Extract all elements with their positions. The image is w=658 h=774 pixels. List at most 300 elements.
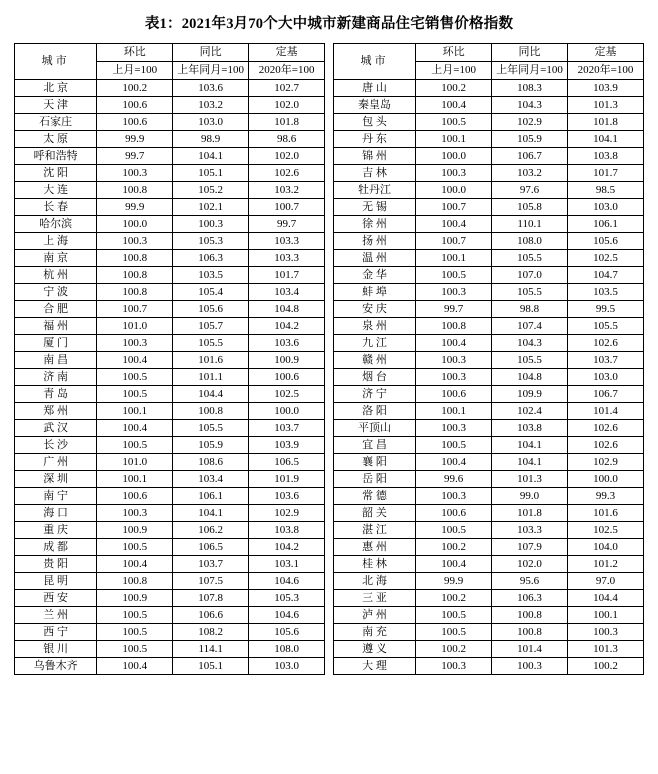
- yoy-value: 107.0: [492, 267, 568, 284]
- yoy-value: 106.6: [173, 607, 249, 624]
- city-name: 合 肥: [15, 301, 97, 318]
- mom-value: 100.6: [416, 505, 492, 522]
- table-row: [15, 471, 325, 488]
- city-name: 丹 东: [333, 131, 415, 148]
- city-name: 徐 州: [333, 216, 415, 233]
- mom-value: 100.7: [416, 233, 492, 250]
- yoy-value: 105.6: [173, 301, 249, 318]
- yoy-value: 104.4: [173, 386, 249, 403]
- base-value: 103.9: [568, 80, 644, 97]
- table-row: [15, 352, 325, 369]
- base-value: 100.2: [568, 658, 644, 675]
- table-row: [333, 233, 643, 250]
- table-row: [15, 182, 325, 199]
- table-row: [333, 131, 643, 148]
- yoy-value: 105.1: [173, 165, 249, 182]
- base-value: 103.8: [568, 148, 644, 165]
- table-row: [15, 267, 325, 284]
- table-row: [333, 573, 643, 590]
- table-row: [15, 658, 325, 675]
- yoy-value: 103.8: [492, 420, 568, 437]
- city-name: 南 充: [333, 624, 415, 641]
- city-name: 唐 山: [333, 80, 415, 97]
- table-row: [333, 539, 643, 556]
- header-group-mom-left: 环比: [97, 44, 173, 62]
- mom-value: 100.1: [97, 403, 173, 420]
- city-name: 哈尔滨: [15, 216, 97, 233]
- city-name: 成 都: [15, 539, 97, 556]
- base-value: 103.2: [249, 182, 325, 199]
- yoy-value: 110.1: [492, 216, 568, 233]
- table-row: [15, 284, 325, 301]
- table-row: [333, 335, 643, 352]
- base-value: 105.6: [249, 624, 325, 641]
- base-value: 103.6: [249, 488, 325, 505]
- yoy-value: 105.5: [492, 352, 568, 369]
- base-value: 101.7: [568, 165, 644, 182]
- mom-value: 100.1: [416, 403, 492, 420]
- mom-value: 100.3: [416, 369, 492, 386]
- mom-value: 100.4: [416, 556, 492, 573]
- city-name: 平顶山: [333, 420, 415, 437]
- yoy-value: 107.9: [492, 539, 568, 556]
- page-title: 表1：2021年3月70个大中城市新建商品住宅销售价格指数: [144, 16, 514, 32]
- base-value: 106.1: [568, 216, 644, 233]
- yoy-value: 97.6: [492, 182, 568, 199]
- table-body-left: [15, 80, 325, 675]
- city-name: 昆 明: [15, 573, 97, 590]
- city-name: 锦 州: [333, 148, 415, 165]
- mom-value: 100.5: [97, 386, 173, 403]
- table-row: [15, 403, 325, 420]
- base-value: 104.2: [249, 318, 325, 335]
- city-name: 包 头: [333, 114, 415, 131]
- yoy-value: 105.9: [492, 131, 568, 148]
- base-value: 108.0: [249, 641, 325, 658]
- yoy-value: 106.3: [492, 590, 568, 607]
- yoy-value: 105.1: [173, 658, 249, 675]
- table-row: [333, 658, 643, 675]
- yoy-value: 101.6: [173, 352, 249, 369]
- yoy-value: 106.5: [173, 539, 249, 556]
- table-row: [15, 97, 325, 114]
- mom-value: 99.9: [416, 573, 492, 590]
- city-name: 济 宁: [333, 386, 415, 403]
- table-row: [333, 318, 643, 335]
- table-row: [15, 488, 325, 505]
- city-name: 深 圳: [15, 471, 97, 488]
- city-name: 泸 州: [333, 607, 415, 624]
- mom-value: 100.8: [97, 284, 173, 301]
- base-value: 103.8: [249, 522, 325, 539]
- base-value: 103.0: [568, 369, 644, 386]
- base-value: 106.5: [249, 454, 325, 471]
- table-row: [333, 216, 643, 233]
- yoy-value: 98.9: [173, 131, 249, 148]
- yoy-value: 104.3: [492, 97, 568, 114]
- yoy-value: 99.0: [492, 488, 568, 505]
- mom-value: 100.1: [97, 471, 173, 488]
- mom-value: 100.2: [416, 641, 492, 658]
- base-value: 102.9: [249, 505, 325, 522]
- base-value: 101.3: [568, 641, 644, 658]
- table-row: [15, 318, 325, 335]
- mom-value: 100.8: [97, 573, 173, 590]
- table-row: [15, 420, 325, 437]
- table-row: [15, 148, 325, 165]
- mom-value: 99.7: [97, 148, 173, 165]
- base-value: 105.5: [568, 318, 644, 335]
- table-row: [15, 522, 325, 539]
- city-name: 大 连: [15, 182, 97, 199]
- table-row: [333, 182, 643, 199]
- city-name: 赣 州: [333, 352, 415, 369]
- base-value: 106.7: [568, 386, 644, 403]
- city-name: 烟 台: [333, 369, 415, 386]
- city-name: 九 江: [333, 335, 415, 352]
- mom-value: 101.0: [97, 454, 173, 471]
- table-row: [15, 335, 325, 352]
- table-row: [15, 539, 325, 556]
- header-sub-mom-left: 上月=100: [97, 62, 173, 80]
- header-group-mom-right: 环比: [416, 44, 492, 62]
- city-name: 杭 州: [15, 267, 97, 284]
- mom-value: 100.2: [416, 539, 492, 556]
- table-body-right: [333, 80, 643, 675]
- table-row: [333, 641, 643, 658]
- base-value: 105.6: [568, 233, 644, 250]
- city-name: 海 口: [15, 505, 97, 522]
- city-name: 呼和浩特: [15, 148, 97, 165]
- yoy-value: 101.4: [492, 641, 568, 658]
- city-name: 秦皇岛: [333, 97, 415, 114]
- city-name: 银 川: [15, 641, 97, 658]
- yoy-value: 107.4: [492, 318, 568, 335]
- city-name: 扬 州: [333, 233, 415, 250]
- mom-value: 100.4: [416, 335, 492, 352]
- table-row: [15, 607, 325, 624]
- base-value: 102.6: [568, 335, 644, 352]
- table-row: [333, 369, 643, 386]
- mom-value: 100.5: [97, 369, 173, 386]
- mom-value: 99.7: [416, 301, 492, 318]
- mom-value: 100.5: [97, 607, 173, 624]
- mom-value: 100.2: [416, 590, 492, 607]
- base-value: 100.7: [249, 199, 325, 216]
- mom-value: 100.3: [97, 335, 173, 352]
- header-group-yoy-right: 同比: [492, 44, 568, 62]
- table-row: [15, 556, 325, 573]
- mom-value: 100.0: [416, 182, 492, 199]
- mom-value: 100.5: [416, 522, 492, 539]
- yoy-value: 106.3: [173, 250, 249, 267]
- yoy-value: 103.7: [173, 556, 249, 573]
- table-row: [15, 114, 325, 131]
- city-name: 青 岛: [15, 386, 97, 403]
- yoy-value: 103.3: [492, 522, 568, 539]
- base-value: 105.3: [249, 590, 325, 607]
- mom-value: 100.7: [416, 199, 492, 216]
- yoy-value: 106.1: [173, 488, 249, 505]
- city-name: 福 州: [15, 318, 97, 335]
- mom-value: 100.9: [97, 590, 173, 607]
- base-value: 102.5: [568, 250, 644, 267]
- table-row: [333, 80, 643, 97]
- table-row: [15, 573, 325, 590]
- base-value: 97.0: [568, 573, 644, 590]
- city-name: 无 锡: [333, 199, 415, 216]
- table-row: [333, 403, 643, 420]
- city-name: 北 海: [333, 573, 415, 590]
- city-name: 大 理: [333, 658, 415, 675]
- table-row: [15, 505, 325, 522]
- city-name: 北 京: [15, 80, 97, 97]
- base-value: 102.6: [568, 420, 644, 437]
- table-row: [333, 522, 643, 539]
- base-value: 102.7: [249, 80, 325, 97]
- header-city-right: 城市: [333, 44, 415, 80]
- mom-value: 100.5: [416, 267, 492, 284]
- yoy-value: 105.7: [173, 318, 249, 335]
- yoy-value: 98.8: [492, 301, 568, 318]
- yoy-value: 109.9: [492, 386, 568, 403]
- base-value: 101.9: [249, 471, 325, 488]
- header-row-top-right: [333, 44, 643, 62]
- table-row: [333, 488, 643, 505]
- table-row: [15, 624, 325, 641]
- base-value: 99.3: [568, 488, 644, 505]
- mom-value: 100.5: [416, 624, 492, 641]
- base-value: 104.4: [568, 590, 644, 607]
- city-name: 西 宁: [15, 624, 97, 641]
- base-value: 104.8: [249, 301, 325, 318]
- mom-value: 100.4: [97, 556, 173, 573]
- city-name: 泉 州: [333, 318, 415, 335]
- table-row: [333, 471, 643, 488]
- yoy-value: 100.8: [492, 624, 568, 641]
- base-value: 101.8: [249, 114, 325, 131]
- base-value: 101.2: [568, 556, 644, 573]
- yoy-value: 104.1: [173, 148, 249, 165]
- yoy-value: 105.9: [173, 437, 249, 454]
- base-value: 101.3: [568, 97, 644, 114]
- table-row: [333, 386, 643, 403]
- yoy-value: 104.1: [492, 437, 568, 454]
- mom-value: 100.6: [97, 488, 173, 505]
- yoy-value: 108.2: [173, 624, 249, 641]
- city-name: 湛 江: [333, 522, 415, 539]
- table-row: [333, 505, 643, 522]
- base-value: 102.6: [568, 437, 644, 454]
- yoy-value: 104.1: [492, 454, 568, 471]
- base-value: 103.6: [249, 335, 325, 352]
- yoy-value: 103.2: [173, 97, 249, 114]
- table-row: [15, 369, 325, 386]
- base-value: 99.5: [568, 301, 644, 318]
- header-group-base-right: 定基: [568, 44, 644, 62]
- mom-value: 100.5: [97, 641, 173, 658]
- city-name: 太 原: [15, 131, 97, 148]
- yoy-value: 100.3: [492, 658, 568, 675]
- city-name: 洛 阳: [333, 403, 415, 420]
- table-row: [15, 131, 325, 148]
- table-row: [333, 114, 643, 131]
- mom-value: 100.8: [97, 267, 173, 284]
- yoy-value: 103.2: [492, 165, 568, 182]
- city-name: 乌鲁木齐: [15, 658, 97, 675]
- mom-value: 100.8: [97, 250, 173, 267]
- base-value: 103.5: [568, 284, 644, 301]
- mom-value: 100.5: [416, 607, 492, 624]
- yoy-value: 102.0: [492, 556, 568, 573]
- city-name: 重 庆: [15, 522, 97, 539]
- header-sub-base-right: 2020年=100: [568, 62, 644, 80]
- table-row: [15, 233, 325, 250]
- table-row: [333, 284, 643, 301]
- city-name: 沈 阳: [15, 165, 97, 182]
- city-name: 三 亚: [333, 590, 415, 607]
- mom-value: 100.5: [97, 539, 173, 556]
- yoy-value: 106.2: [173, 522, 249, 539]
- city-name: 长 沙: [15, 437, 97, 454]
- table-row: [15, 437, 325, 454]
- city-name: 宁 波: [15, 284, 97, 301]
- base-value: 104.2: [249, 539, 325, 556]
- yoy-value: 104.3: [492, 335, 568, 352]
- mom-value: 100.1: [416, 131, 492, 148]
- table-header-right: [333, 44, 643, 80]
- city-name: 贵 阳: [15, 556, 97, 573]
- mom-value: 100.3: [416, 658, 492, 675]
- table-row: [333, 250, 643, 267]
- yoy-value: 106.7: [492, 148, 568, 165]
- city-name: 韶 关: [333, 505, 415, 522]
- yoy-value: 101.3: [492, 471, 568, 488]
- mom-value: 100.3: [416, 352, 492, 369]
- yoy-value: 102.4: [492, 403, 568, 420]
- yoy-value: 107.5: [173, 573, 249, 590]
- yoy-value: 105.5: [492, 284, 568, 301]
- mom-value: 100.6: [97, 114, 173, 131]
- city-name: 宜 昌: [333, 437, 415, 454]
- yoy-value: 105.2: [173, 182, 249, 199]
- city-name: 厦 门: [15, 335, 97, 352]
- mom-value: 100.2: [97, 80, 173, 97]
- mom-value: 100.4: [97, 420, 173, 437]
- base-value: 100.0: [249, 403, 325, 420]
- yoy-value: 108.0: [492, 233, 568, 250]
- mom-value: 100.3: [416, 165, 492, 182]
- city-name: 南 宁: [15, 488, 97, 505]
- mom-value: 100.0: [416, 148, 492, 165]
- base-value: 101.7: [249, 267, 325, 284]
- header-sub-base-left: 2020年=100: [249, 62, 325, 80]
- table-row: [333, 165, 643, 182]
- table-row: [15, 301, 325, 318]
- yoy-value: 103.0: [173, 114, 249, 131]
- mom-value: 100.8: [416, 318, 492, 335]
- base-value: 103.3: [249, 250, 325, 267]
- table-gap: [325, 43, 333, 675]
- table-header-left: [15, 44, 325, 80]
- mom-value: 100.3: [97, 233, 173, 250]
- city-name: 牡丹江: [333, 182, 415, 199]
- yoy-value: 103.5: [173, 267, 249, 284]
- base-value: 103.1: [249, 556, 325, 573]
- city-name: 常 德: [333, 488, 415, 505]
- yoy-value: 105.3: [173, 233, 249, 250]
- table-row: [333, 352, 643, 369]
- mom-value: 100.4: [416, 97, 492, 114]
- base-value: 102.0: [249, 97, 325, 114]
- table-row: [15, 386, 325, 403]
- base-value: 102.9: [568, 454, 644, 471]
- base-value: 102.5: [249, 386, 325, 403]
- city-name: 济 南: [15, 369, 97, 386]
- mom-value: 101.0: [97, 318, 173, 335]
- base-value: 103.3: [249, 233, 325, 250]
- price-index-table-right: [333, 43, 644, 675]
- base-value: 104.6: [249, 573, 325, 590]
- mom-value: 99.9: [97, 131, 173, 148]
- base-value: 104.6: [249, 607, 325, 624]
- base-value: 100.6: [249, 369, 325, 386]
- table-row: [333, 454, 643, 471]
- city-name: 安 庆: [333, 301, 415, 318]
- yoy-value: 100.3: [173, 216, 249, 233]
- city-name: 长 春: [15, 199, 97, 216]
- table-row: [333, 267, 643, 284]
- base-value: 102.6: [249, 165, 325, 182]
- city-name: 岳 阳: [333, 471, 415, 488]
- table-row: [15, 199, 325, 216]
- base-value: 98.6: [249, 131, 325, 148]
- yoy-value: 102.9: [492, 114, 568, 131]
- city-name: 遵 义: [333, 641, 415, 658]
- base-value: 104.0: [568, 539, 644, 556]
- table-row: [333, 199, 643, 216]
- mom-value: 100.0: [97, 216, 173, 233]
- header-row-top-left: [15, 44, 325, 62]
- city-name: 襄 阳: [333, 454, 415, 471]
- yoy-value: 104.1: [173, 505, 249, 522]
- mom-value: 100.6: [416, 386, 492, 403]
- base-value: 99.7: [249, 216, 325, 233]
- mom-value: 100.5: [97, 624, 173, 641]
- base-value: 101.8: [568, 114, 644, 131]
- base-value: 100.3: [568, 624, 644, 641]
- mom-value: 100.4: [97, 352, 173, 369]
- header-city-left: 城市: [15, 44, 97, 80]
- yoy-value: 104.8: [492, 369, 568, 386]
- table-row: [15, 250, 325, 267]
- city-name: 金 华: [333, 267, 415, 284]
- table-row: [333, 624, 643, 641]
- table-row: [15, 641, 325, 658]
- mom-value: 100.5: [416, 437, 492, 454]
- mom-value: 100.4: [416, 216, 492, 233]
- table-row: [333, 556, 643, 573]
- base-value: 101.4: [568, 403, 644, 420]
- header-sub-yoy-right: 上年同月=100: [492, 62, 568, 80]
- base-value: 103.7: [249, 420, 325, 437]
- yoy-value: 108.6: [173, 454, 249, 471]
- table-row: [15, 80, 325, 97]
- city-name: 蚌 埠: [333, 284, 415, 301]
- mom-value: 100.7: [97, 301, 173, 318]
- mom-value: 100.4: [416, 454, 492, 471]
- yoy-value: 95.6: [492, 573, 568, 590]
